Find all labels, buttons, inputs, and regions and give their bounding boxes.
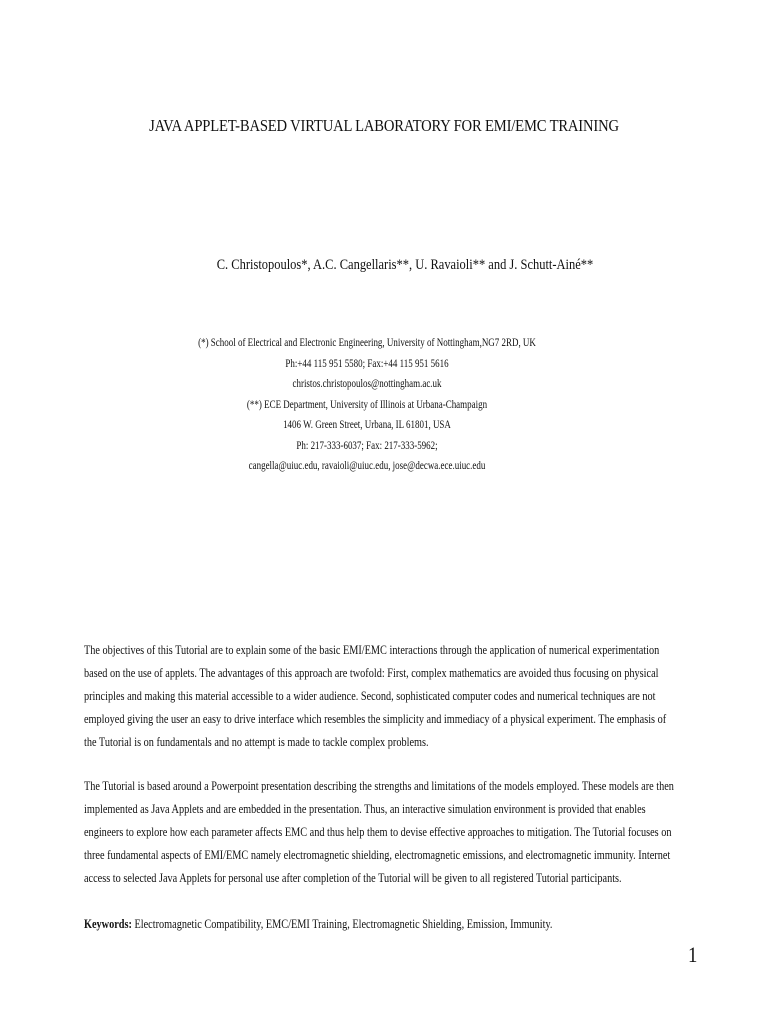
affiliation-email: christos.christopoulos@nottingham.ac.uk	[292, 378, 442, 390]
abstract-paragraph-2	[84, 774, 756, 889]
page-number: 1	[688, 942, 698, 967]
author-list: C. Christopoulos*, A.C. Cangellaris**, U. Ravaioli** and J. Schutt-Ainé**	[216, 257, 594, 273]
keywords-label: Keywords:	[84, 916, 132, 931]
affiliation-line: (*) School of Electrical and Electronic Engineering, University of Nottingham,NG7 2RD, UK	[198, 337, 536, 349]
text-line: the Tutorial is on fundamentals and no attempt is made to tackle complex problems.	[84, 734, 429, 749]
paper-title: JAVA APPLET-BASED VIRTUAL LABORATORY FOR EMI/EMC TRAINING	[149, 116, 619, 135]
text-line: based on the use of applets. The advantages of this approach are twofold: First, complex mathematics are avoided thus focusing on physical	[84, 665, 659, 680]
affiliation-line: Ph: 217-333-6037; Fax: 217-333-5962;	[296, 439, 438, 452]
text-line: principles and making this material accessible to a wider audience. Second, sophisticated computer codes and numerical techniques are not	[84, 688, 656, 703]
text-line: The objectives of this Tutorial are to explain some of the basic EMI/EMC interactions through the application of numerical experimentation	[84, 642, 660, 657]
keywords-line	[84, 912, 756, 935]
affiliations-block	[0, 333, 734, 477]
text-line: The Tutorial is based around a Powerpoint presentation describing the strengths and limitations of the models employed. These models are then	[84, 778, 674, 793]
affiliation-line: Ph:+44 115 951 5580; Fax:+44 115 951 5616	[285, 357, 449, 370]
affiliation-line: (**) ECE Department, University of Illinois at Urbana-Champaign	[246, 398, 488, 411]
affiliation-line: 1406 W. Green Street, Urbana, IL 61801, USA	[283, 419, 451, 431]
abstract-paragraph-1	[84, 638, 756, 753]
affiliation-email: cangella@uiuc.edu, ravaioli@uiuc.edu, jose@decwa.ece.uiuc.edu	[248, 460, 486, 472]
text-line: engineers to explore how each parameter affects EMC and thus help them to devise effective approaches to mitigation. The Tutorial focuses on	[84, 824, 672, 839]
text-line: access to selected Java Applets for personal use after completion of the Tutorial will be given to all registered Tutorial participants.	[84, 870, 622, 885]
text-line: implemented as Java Applets and are embedded in the presentation. Thus, an interactive simulation environment is provided that enables	[84, 801, 646, 816]
text-line: three fundamental aspects of EMI/EMC namely electromagnetic shielding, electromagnetic emissions, and electromagnetic immunity. Internet	[84, 847, 671, 862]
text-line: employed giving the user an easy to drive interface which resembles the simplicity and immediacy of a physical experiment. The emphasis of	[84, 711, 667, 726]
keywords-text: Electromagnetic Compatibility, EMC/EMI Training, Electromagnetic Shielding, Emission, Immunity.	[131, 916, 553, 931]
